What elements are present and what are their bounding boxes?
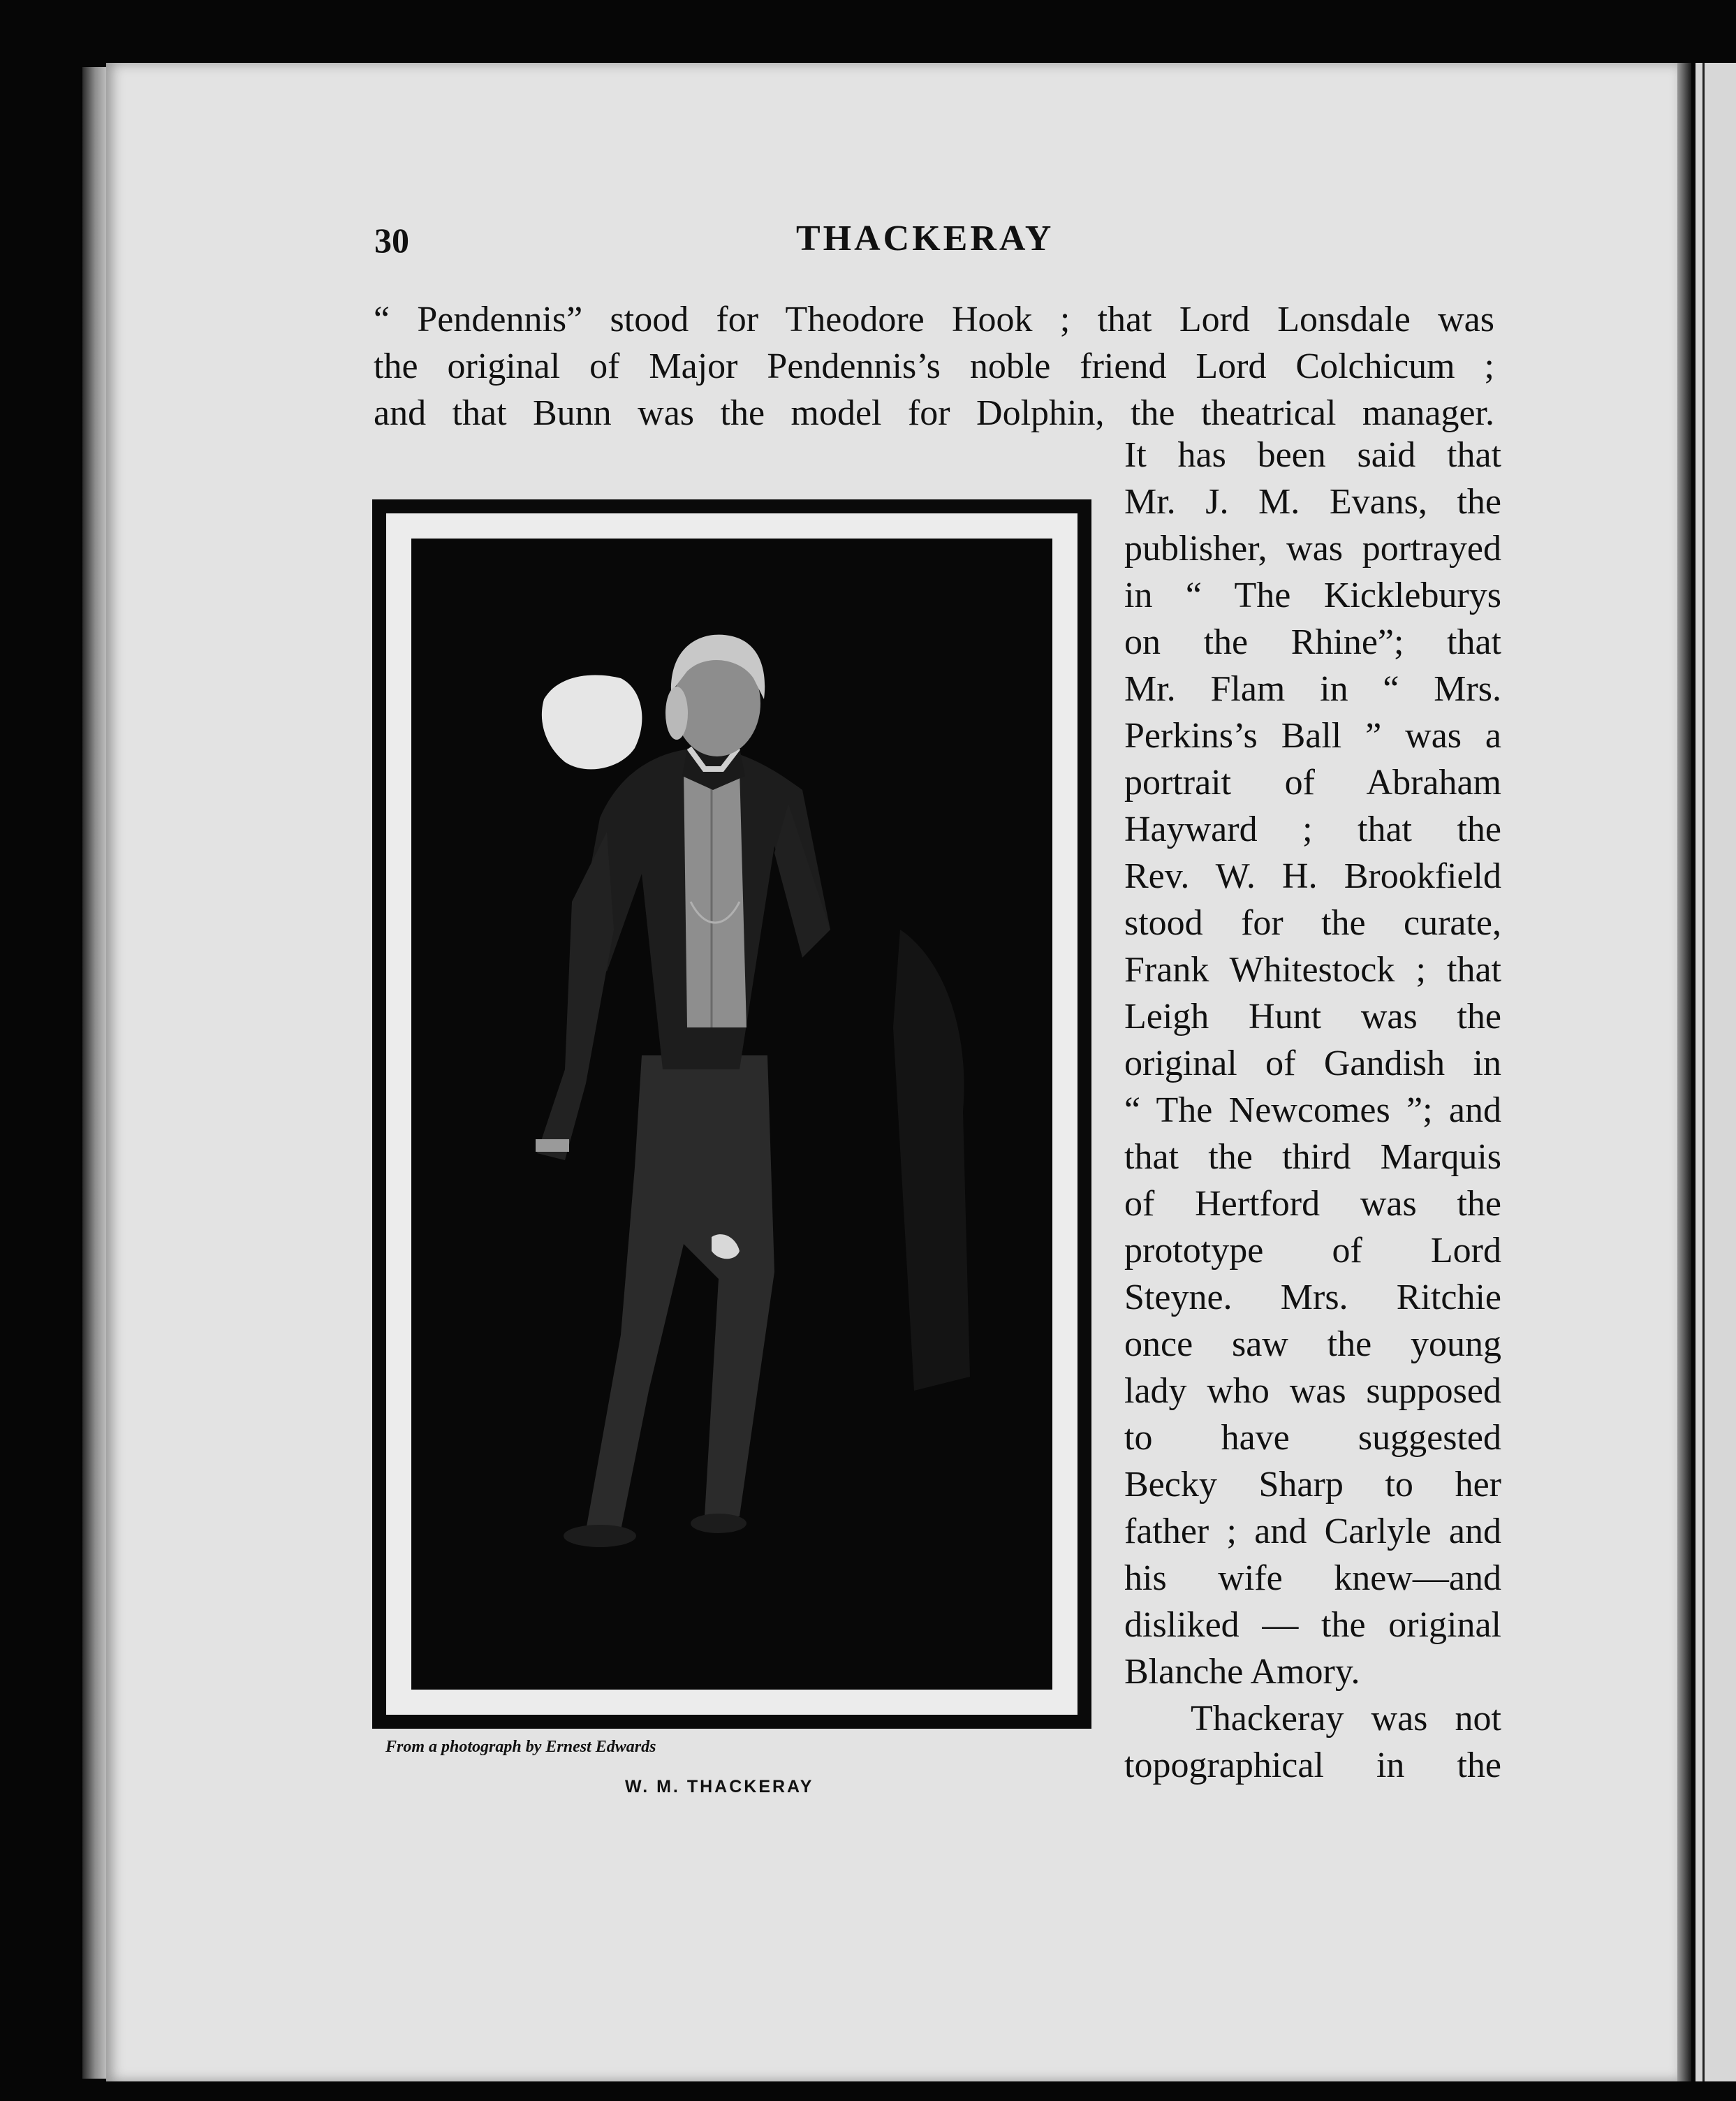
portrait-mat: [386, 513, 1077, 1715]
text-line: of Hertford was the: [1124, 1184, 1501, 1224]
text-line: Steyne. Mrs. Ritchie: [1124, 1278, 1501, 1317]
text-line: stood for the curate,: [1124, 903, 1501, 943]
text-line: on the Rhine”; that: [1124, 622, 1501, 662]
text-line: “ Pendennis” stood for Theodore Hook ; that Lord Lonsdale was: [374, 300, 1494, 339]
portrait-frame: [372, 499, 1091, 1729]
text-line: and that Bunn was the model for Dolphin, the theatrical manager.: [374, 393, 1494, 433]
photo-credit: From a photograph by Ernest Edwards: [385, 1738, 656, 1756]
text-line: prototype of Lord: [1124, 1231, 1501, 1271]
text-line: the original of Major Pendennis’s noble friend Lord Colchicum ;: [374, 346, 1494, 386]
page-gutter-shadow: [1677, 63, 1691, 2081]
portrait-photograph: [411, 539, 1052, 1690]
text-line: Perkins’s Ball ” was a: [1124, 716, 1501, 756]
text-line: “ The Newcomes ”; and: [1124, 1090, 1501, 1130]
text-line: disliked — the original: [1124, 1605, 1501, 1645]
text-line: Hayward ; that the: [1124, 810, 1501, 849]
page-number: 30: [374, 221, 409, 260]
portrait-figure-illustration: [411, 539, 1052, 1690]
text-line: original of Gandish in: [1124, 1044, 1501, 1083]
text-line: in “ The Kickleburys: [1124, 576, 1501, 615]
facing-page-edge: [1695, 63, 1736, 2081]
opening-paragraph: [374, 296, 1494, 437]
text-line: publisher, was portrayed: [1124, 529, 1501, 569]
text-line: It has been said that: [1124, 435, 1501, 475]
text-line: once saw the young: [1124, 1324, 1501, 1364]
figure-caption: W. M. THACKERAY: [625, 1777, 814, 1796]
text-line: to have suggested: [1124, 1418, 1501, 1458]
text-line: that the third Marquis: [1124, 1137, 1501, 1177]
text-line: Rev. W. H. Brookfield: [1124, 856, 1501, 896]
text-line: Mr. Flam in “ Mrs.: [1124, 669, 1501, 709]
text-line: topographical in the: [1124, 1745, 1501, 1785]
text-line: father ; and Carlyle and: [1124, 1511, 1501, 1551]
text-line: Becky Sharp to her: [1124, 1465, 1501, 1505]
text-line: Frank Whitestock ; that: [1124, 950, 1501, 990]
wrapped-column-text: [1124, 432, 1501, 1789]
text-line: lady who was supposed: [1124, 1371, 1501, 1411]
running-head: THACKERAY: [796, 219, 1054, 258]
paragraph-start-line: Thackeray was not: [1191, 1699, 1501, 1738]
text-line: Mr. J. M. Evans, the: [1124, 482, 1501, 522]
text-line: Leigh Hunt was the: [1124, 997, 1501, 1037]
text-line: Blanche Amory.: [1124, 1652, 1360, 1692]
text-line: his wife knew—and: [1124, 1558, 1501, 1598]
text-line: portrait of Abraham: [1124, 763, 1501, 803]
